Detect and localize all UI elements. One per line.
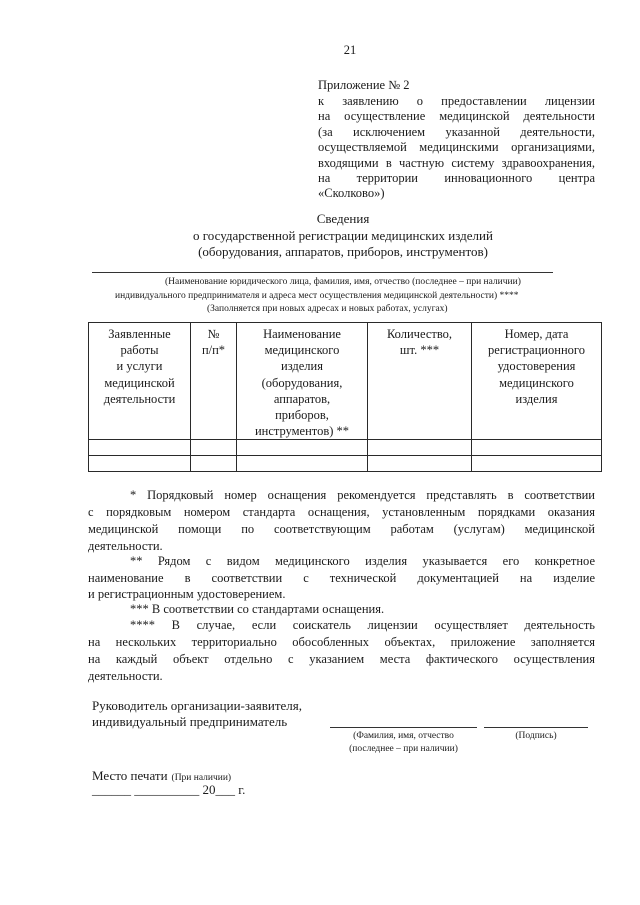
signature-line — [484, 727, 588, 728]
footnote-line: на каждый объект отдельно с указанием места фактического осуществления — [88, 652, 595, 666]
applicant-caption-line: индивидуального предпринимателя и адреса мест осуществления медицинской деятельности) **** — [115, 291, 519, 301]
date-line: ______ __________ 20___ г. — [92, 782, 246, 797]
stamp-label: Место печати — [92, 768, 168, 783]
footnote-line: **** В случае, если соискатель лицензии осуществляет деятельность — [130, 618, 595, 632]
header-line: инструментов) ** — [254, 424, 350, 439]
footnote-line: наименование в соответствии с технической документацией на изделие — [88, 571, 595, 585]
table-row — [89, 440, 602, 456]
applicant-name-line — [92, 272, 553, 273]
page-number: 21 — [343, 43, 357, 57]
header-line: Заявленные — [108, 327, 171, 341]
header-line: и услуги — [116, 359, 163, 374]
applicant-caption-line: (Заполняется при новых адресах и новых работах, услугах) — [207, 304, 448, 314]
heading-subtitle-2: (оборудования, аппаратов, приборов, инструментов) — [198, 244, 488, 259]
header-line: № — [207, 327, 220, 341]
appendix-line: на территории инновационного центра — [318, 171, 595, 185]
name-caption-1: (Фамилия, имя, отчество — [353, 731, 454, 741]
table-cell — [191, 456, 237, 472]
footnote-line: медицинской помощи по соответствующим работам (услугам) медицинской — [88, 522, 595, 536]
table-cell — [472, 456, 602, 472]
table-cell — [472, 440, 602, 456]
header-line: Количество, — [386, 327, 453, 341]
signature-caption: (Подпись) — [515, 731, 557, 741]
header-line: медицинской — [104, 375, 175, 390]
signer-role-line-2: индивидуальный предприниматель — [92, 714, 288, 729]
footnote-line: деятельности. — [88, 539, 163, 553]
appendix-last-line: «Сколково») — [318, 186, 385, 200]
header-line: медицинского — [264, 343, 340, 358]
appendix-line: входящими в частную систему здравоохранения, — [318, 156, 595, 170]
header-cell-number — [191, 323, 237, 440]
applicant-caption-line: (Наименование юридического лица, фамилия, имя, отчество (последнее – при наличии) — [165, 277, 521, 287]
name-caption-2: (последнее – при наличии) — [349, 744, 458, 754]
header-line: шт. *** — [399, 343, 440, 358]
header-line: регистрационного — [488, 343, 585, 358]
footnote-line: ** Рядом с видом медицинского изделия указывается его конкретное — [130, 554, 595, 568]
header-cell-works-services — [89, 323, 191, 440]
header-line: работы — [120, 343, 159, 358]
header-line: п/п* — [201, 343, 226, 358]
header-cell-device-name — [237, 323, 368, 440]
footnote-line: *** В соответствии со стандартами оснащения. — [130, 602, 385, 616]
signer-role-line-1: Руководитель организации-заявителя, — [92, 698, 303, 713]
heading-subtitle-1: о государственной регистрации медицинских изделий — [193, 228, 493, 243]
header-line: аппаратов, — [273, 391, 331, 406]
header-cell-quantity — [368, 323, 472, 440]
appendix-line: к заявлению о предоставлении лицензии — [318, 94, 595, 108]
footnote-line: * Порядковый номер оснащения рекомендуется представлять в соответствии — [130, 488, 595, 502]
header-line: медицинского — [499, 375, 574, 390]
footnote-line: с порядковым номером стандарта оснащения, установленным порядками оказания — [88, 505, 595, 519]
header-cell-registration — [472, 323, 602, 440]
table-row — [89, 456, 602, 472]
heading-title: Сведения — [316, 211, 370, 226]
table-cell — [368, 440, 472, 456]
header-line: приборов, — [275, 408, 329, 423]
header-line: (оборудования, — [261, 375, 343, 390]
stamp-note: (При наличии) — [171, 773, 232, 783]
table-cell — [237, 440, 368, 456]
footnote-line: на нескольких территориально обособленных объектах, приложение заполняется — [88, 635, 595, 649]
table-cell — [368, 456, 472, 472]
appendix-line: (за исключением указанной деятельности, — [318, 125, 595, 139]
appendix-title: Приложение № 2 — [318, 78, 410, 92]
footnote-line: деятельности. — [88, 669, 163, 683]
appendix-line: осуществляемой медицинскими организациями, — [318, 140, 595, 154]
header-line: удостоверения — [497, 359, 576, 374]
medical-devices-table — [88, 322, 602, 472]
header-line: изделия — [281, 359, 323, 374]
name-signature-line — [330, 727, 477, 728]
table-cell — [89, 440, 191, 456]
header-line: деятельности — [103, 391, 176, 406]
table-cell — [237, 456, 368, 472]
header-line: Наименование — [263, 327, 341, 341]
header-line: изделия — [515, 391, 558, 406]
table-cell — [191, 440, 237, 456]
table-header-row — [89, 323, 602, 440]
table-cell — [89, 456, 191, 472]
footnote-line: и регистрационным удостоверением. — [88, 587, 286, 601]
appendix-line: на осуществление медицинской деятельности — [318, 109, 595, 123]
header-line: Номер, дата — [504, 327, 569, 341]
